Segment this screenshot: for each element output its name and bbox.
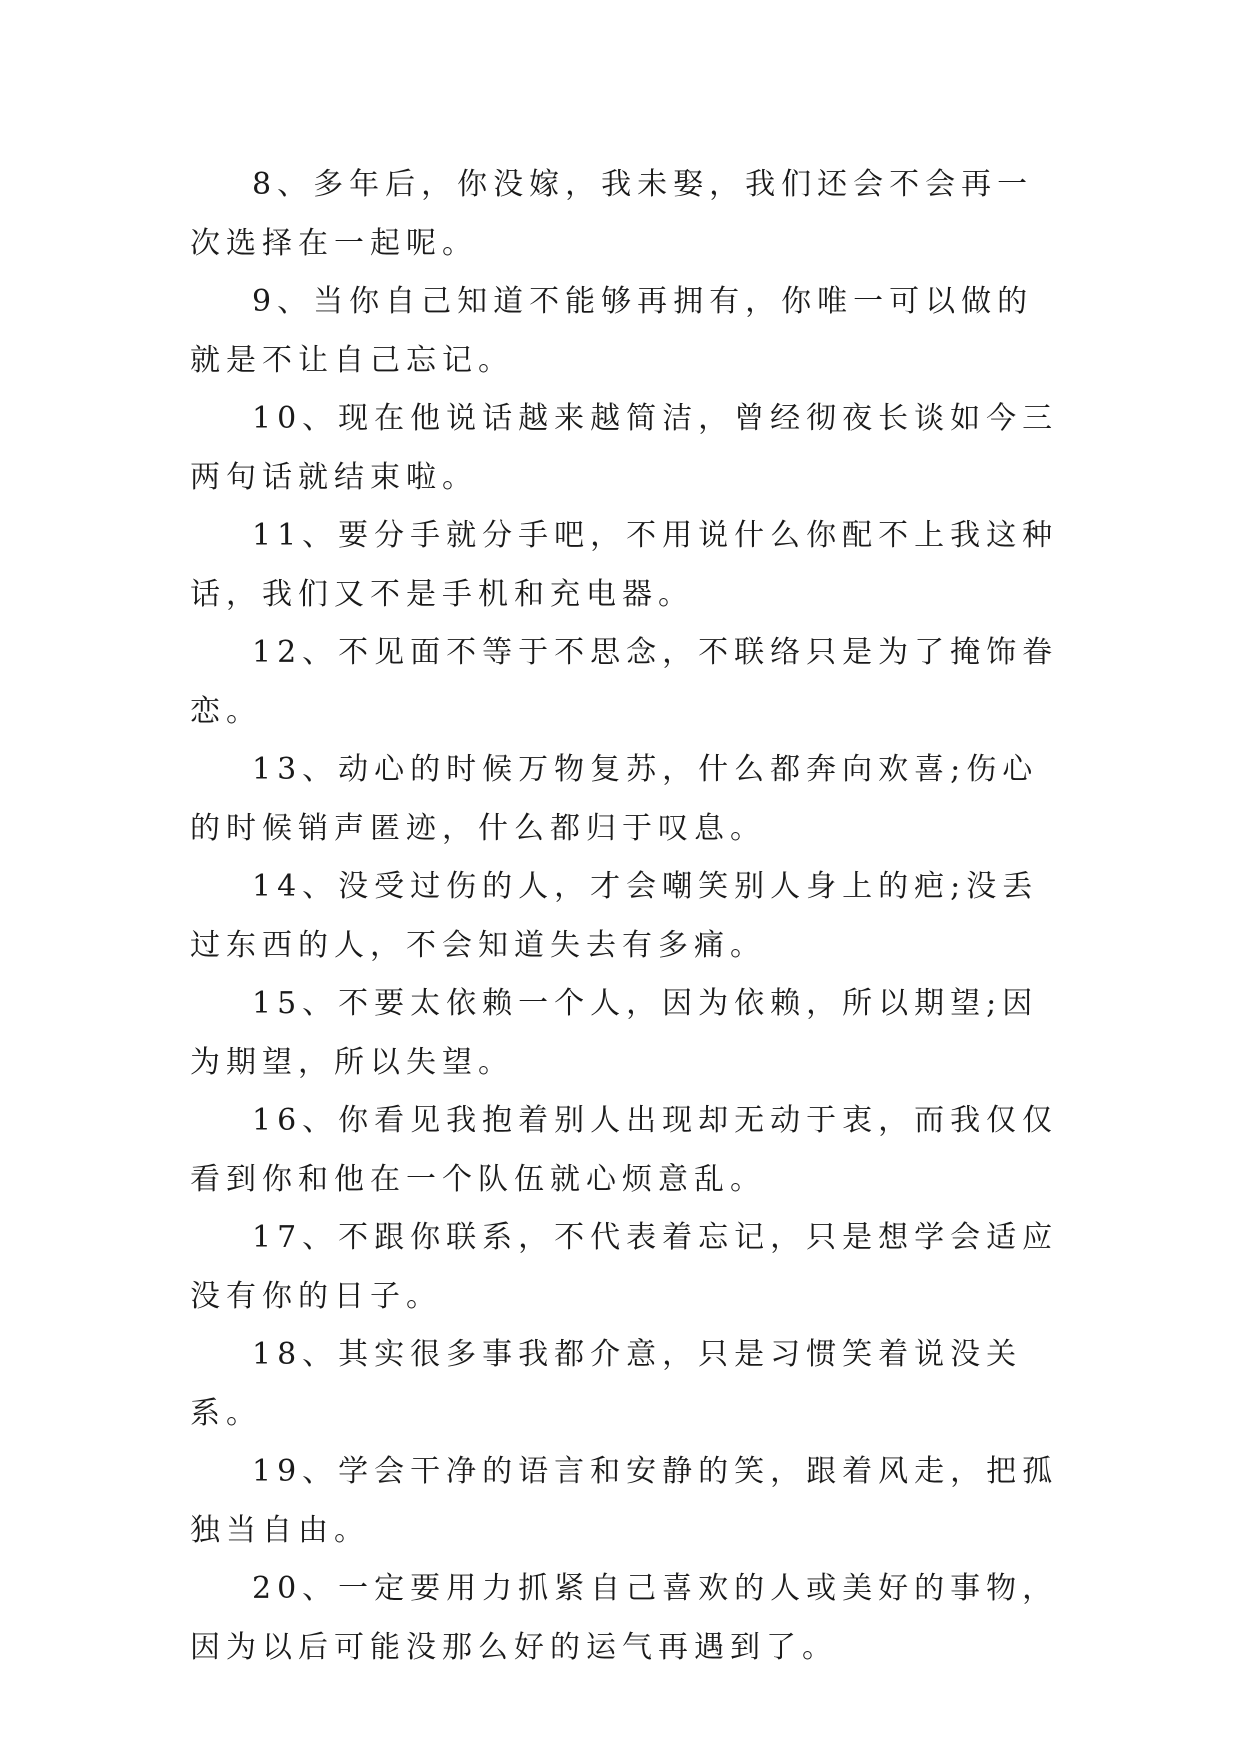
document-body (190, 156, 1062, 1677)
paragraph-16: 16、你看见我抱着别人出现却无动于衷，而我仅仅看到你和他在一个队伍就心烦意乱。 (190, 1103, 1059, 1197)
paragraph-20: 20、一定要用力抓紧自己喜欢的人或美好的事物，因为以后可能没那么好的运气再遇到了。 (190, 1571, 1059, 1665)
paragraph-15: 15、不要太依赖一个人，因为依赖，所以期望;因为期望，所以失望。 (190, 986, 1039, 1080)
paragraph-17: 17、不跟你联系，不代表着忘记，只是想学会适应没有你的日子。 (190, 1220, 1059, 1314)
paragraph-11: 11、要分手就分手吧，不用说什么你配不上我这种话，我们又不是手机和充电器。 (190, 518, 1059, 612)
paragraph-13: 13、动心的时候万物复苏，什么都奔向欢喜;伤心的时候销声匿迹，什么都归于叹息。 (190, 752, 1039, 846)
paragraph-8: 8、多年后，你没嫁，我未娶，我们还会不会再一次选择在一起呢。 (190, 167, 1034, 261)
paragraph-12: 12、不见面不等于不思念，不联络只是为了掩饰眷恋。 (190, 635, 1059, 729)
paragraph-14: 14、没受过伤的人，才会嘲笑别人身上的疤;没丢过东西的人，不会知道失去有多痛。 (190, 869, 1039, 963)
paragraph-10: 10、现在他说话越来越简洁，曾经彻夜长谈如今三两句话就结束啦。 (190, 401, 1059, 495)
paragraph-9: 9、当你自己知道不能够再拥有，你唯一可以做的就是不让自己忘记。 (190, 284, 1034, 378)
paragraph-19: 19、学会干净的语言和安静的笑，跟着风走，把孤独当自由。 (190, 1454, 1059, 1548)
paragraph-18: 18、其实很多事我都介意，只是习惯笑着说没关系。 (190, 1337, 1023, 1431)
